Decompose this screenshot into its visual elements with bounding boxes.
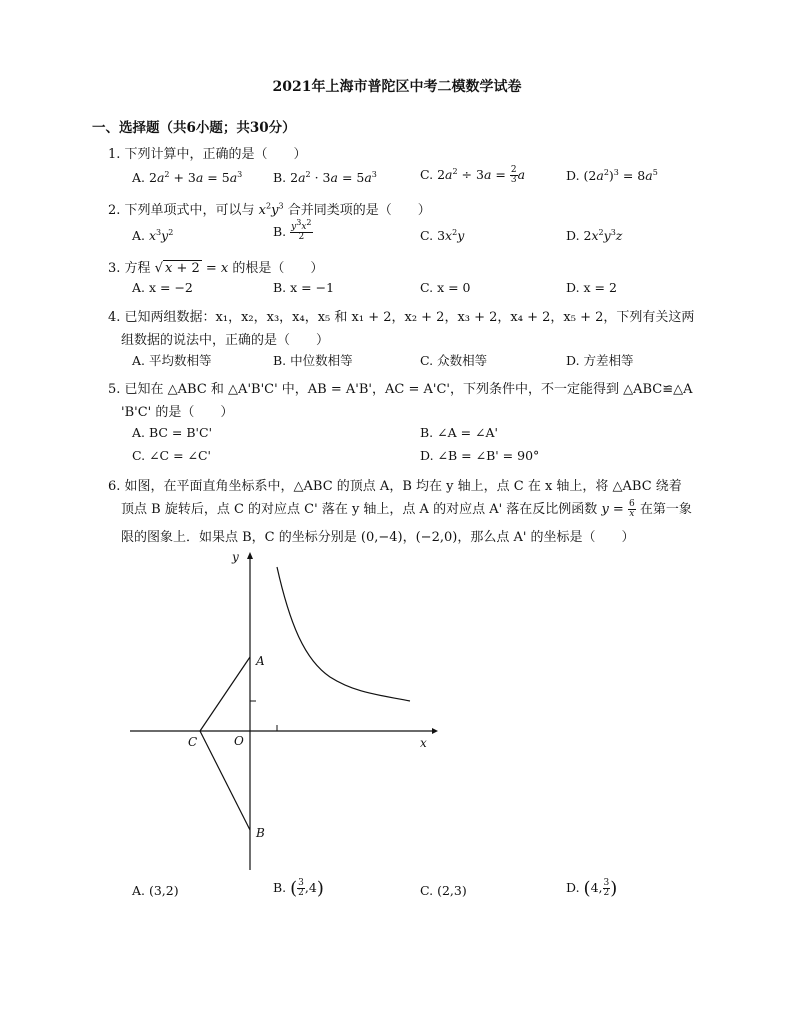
- label-c: C: [188, 735, 198, 749]
- question-4-line-1: 4. 已知两组数据：x₁，x₂，x₃，x₄，x₅ 和 x₁ + 2，x₂ + 2，x₃ + 2，x₄ + 2，x₅ + 2，下列有关这两: [108, 310, 695, 325]
- q2-option-d: D. $2x^2y^3z$: [566, 227, 623, 243]
- q6-option-b: B. ( $\frac{3}{2}$ ,4): [273, 878, 324, 899]
- label-o: O: [234, 734, 244, 748]
- question-1-stem: 1. 下列计算中，正确的是（ ）: [108, 147, 307, 162]
- segment-ca: [200, 657, 250, 731]
- q3-option-a: A. x = −2: [132, 280, 193, 295]
- label-x: x: [420, 736, 427, 750]
- y-axis-arrow: [247, 552, 253, 559]
- q2-option-a: A. $x^3y^2$: [132, 227, 174, 243]
- q5-option-c: C. ∠C = ∠C': [132, 448, 211, 463]
- q1-option-b: B. $2a^2 \cdot 3a = 5a^3$: [273, 169, 377, 185]
- q4-option-c: C. 众数相等: [420, 353, 488, 368]
- x-axis-arrow: [432, 728, 438, 734]
- q6-option-c: C. (2,3): [420, 883, 467, 898]
- q3-option-c: C. x = 0: [420, 280, 471, 295]
- question-5-line-1: 5. 已知在 △ABC 和 △A'B'C' 中，AB = A'B'，AC = A'C'，下列条件中，不一定能得到 △ABC≌△A: [108, 382, 693, 397]
- question-4-line-2: 组数据的说法中，正确的是（ ）: [121, 333, 330, 348]
- question-6-line-3: 限的图象上．如果点 B，C 的坐标分别是 (0,−4)，(−2,0)，那么点 A' 的坐标是（ ）: [121, 530, 635, 545]
- q5-option-d: D. ∠B = ∠B' = 90°: [420, 448, 540, 463]
- q3-option-b: B. x = −1: [273, 280, 335, 295]
- label-a: A: [256, 654, 265, 668]
- q6-option-a: A. (3,2): [132, 883, 179, 898]
- section-heading: 一、选择题（共6小题；共30分）: [92, 120, 296, 136]
- q5-option-a: A. BC = B'C': [132, 425, 212, 440]
- label-y: y: [232, 550, 239, 564]
- question-5-line-2: 'B'C' 的是（ ）: [121, 405, 234, 420]
- q1-option-c: C. $2a^2 \div 3a$ = $\frac{2}{3}$ a: [420, 165, 526, 185]
- q4-option-b: B. 中位数相等: [273, 353, 353, 368]
- label-b: B: [256, 826, 265, 840]
- coordinate-figure: [120, 545, 450, 875]
- question-3-stem: 3. 方程 √ x + 2 = x 的根是（ ）: [108, 261, 324, 276]
- q4-option-d: D. 方差相等: [566, 353, 634, 368]
- q3-option-d: D. x = 2: [566, 280, 617, 295]
- q2-option-b: B. $\frac{y^3x^2}{2}$: [273, 218, 312, 242]
- q1-option-d: D. $(2a^2)^3 = 8a^5$: [566, 167, 658, 183]
- q6-option-d: D. (4, $\frac{3}{2}$ ): [566, 878, 618, 899]
- q1-option-a: A. $2a^2 + 3a = 5a^3$: [132, 169, 243, 185]
- inverse-proportion-curve: [277, 567, 410, 701]
- question-2-stem: 2. 下列单项式中，可以与 $x^2y^3$ 合并同类项的是（ ）: [108, 201, 431, 218]
- q4-option-a: A. 平均数相等: [132, 353, 212, 368]
- q2-option-c: C. $3x^2y$: [420, 227, 465, 243]
- q5-option-b: B. ∠A = ∠A': [420, 425, 498, 440]
- question-6-line-2: 顶点 B 旋转后，点 C 的对应点 C' 落在 y 轴上，点 A 的对应点 A' 落在反比例函数 y = $\frac{6}{x}$ 在第一象: [121, 499, 692, 519]
- question-6-line-1: 6. 如图，在平面直角坐标系中，△ABC 的顶点 A，B 均在 y 轴上，点 C 在 x 轴上，将 △ABC 绕着: [108, 479, 682, 494]
- page-title: 2021年上海市普陀区中考二模数学试卷: [272, 79, 522, 95]
